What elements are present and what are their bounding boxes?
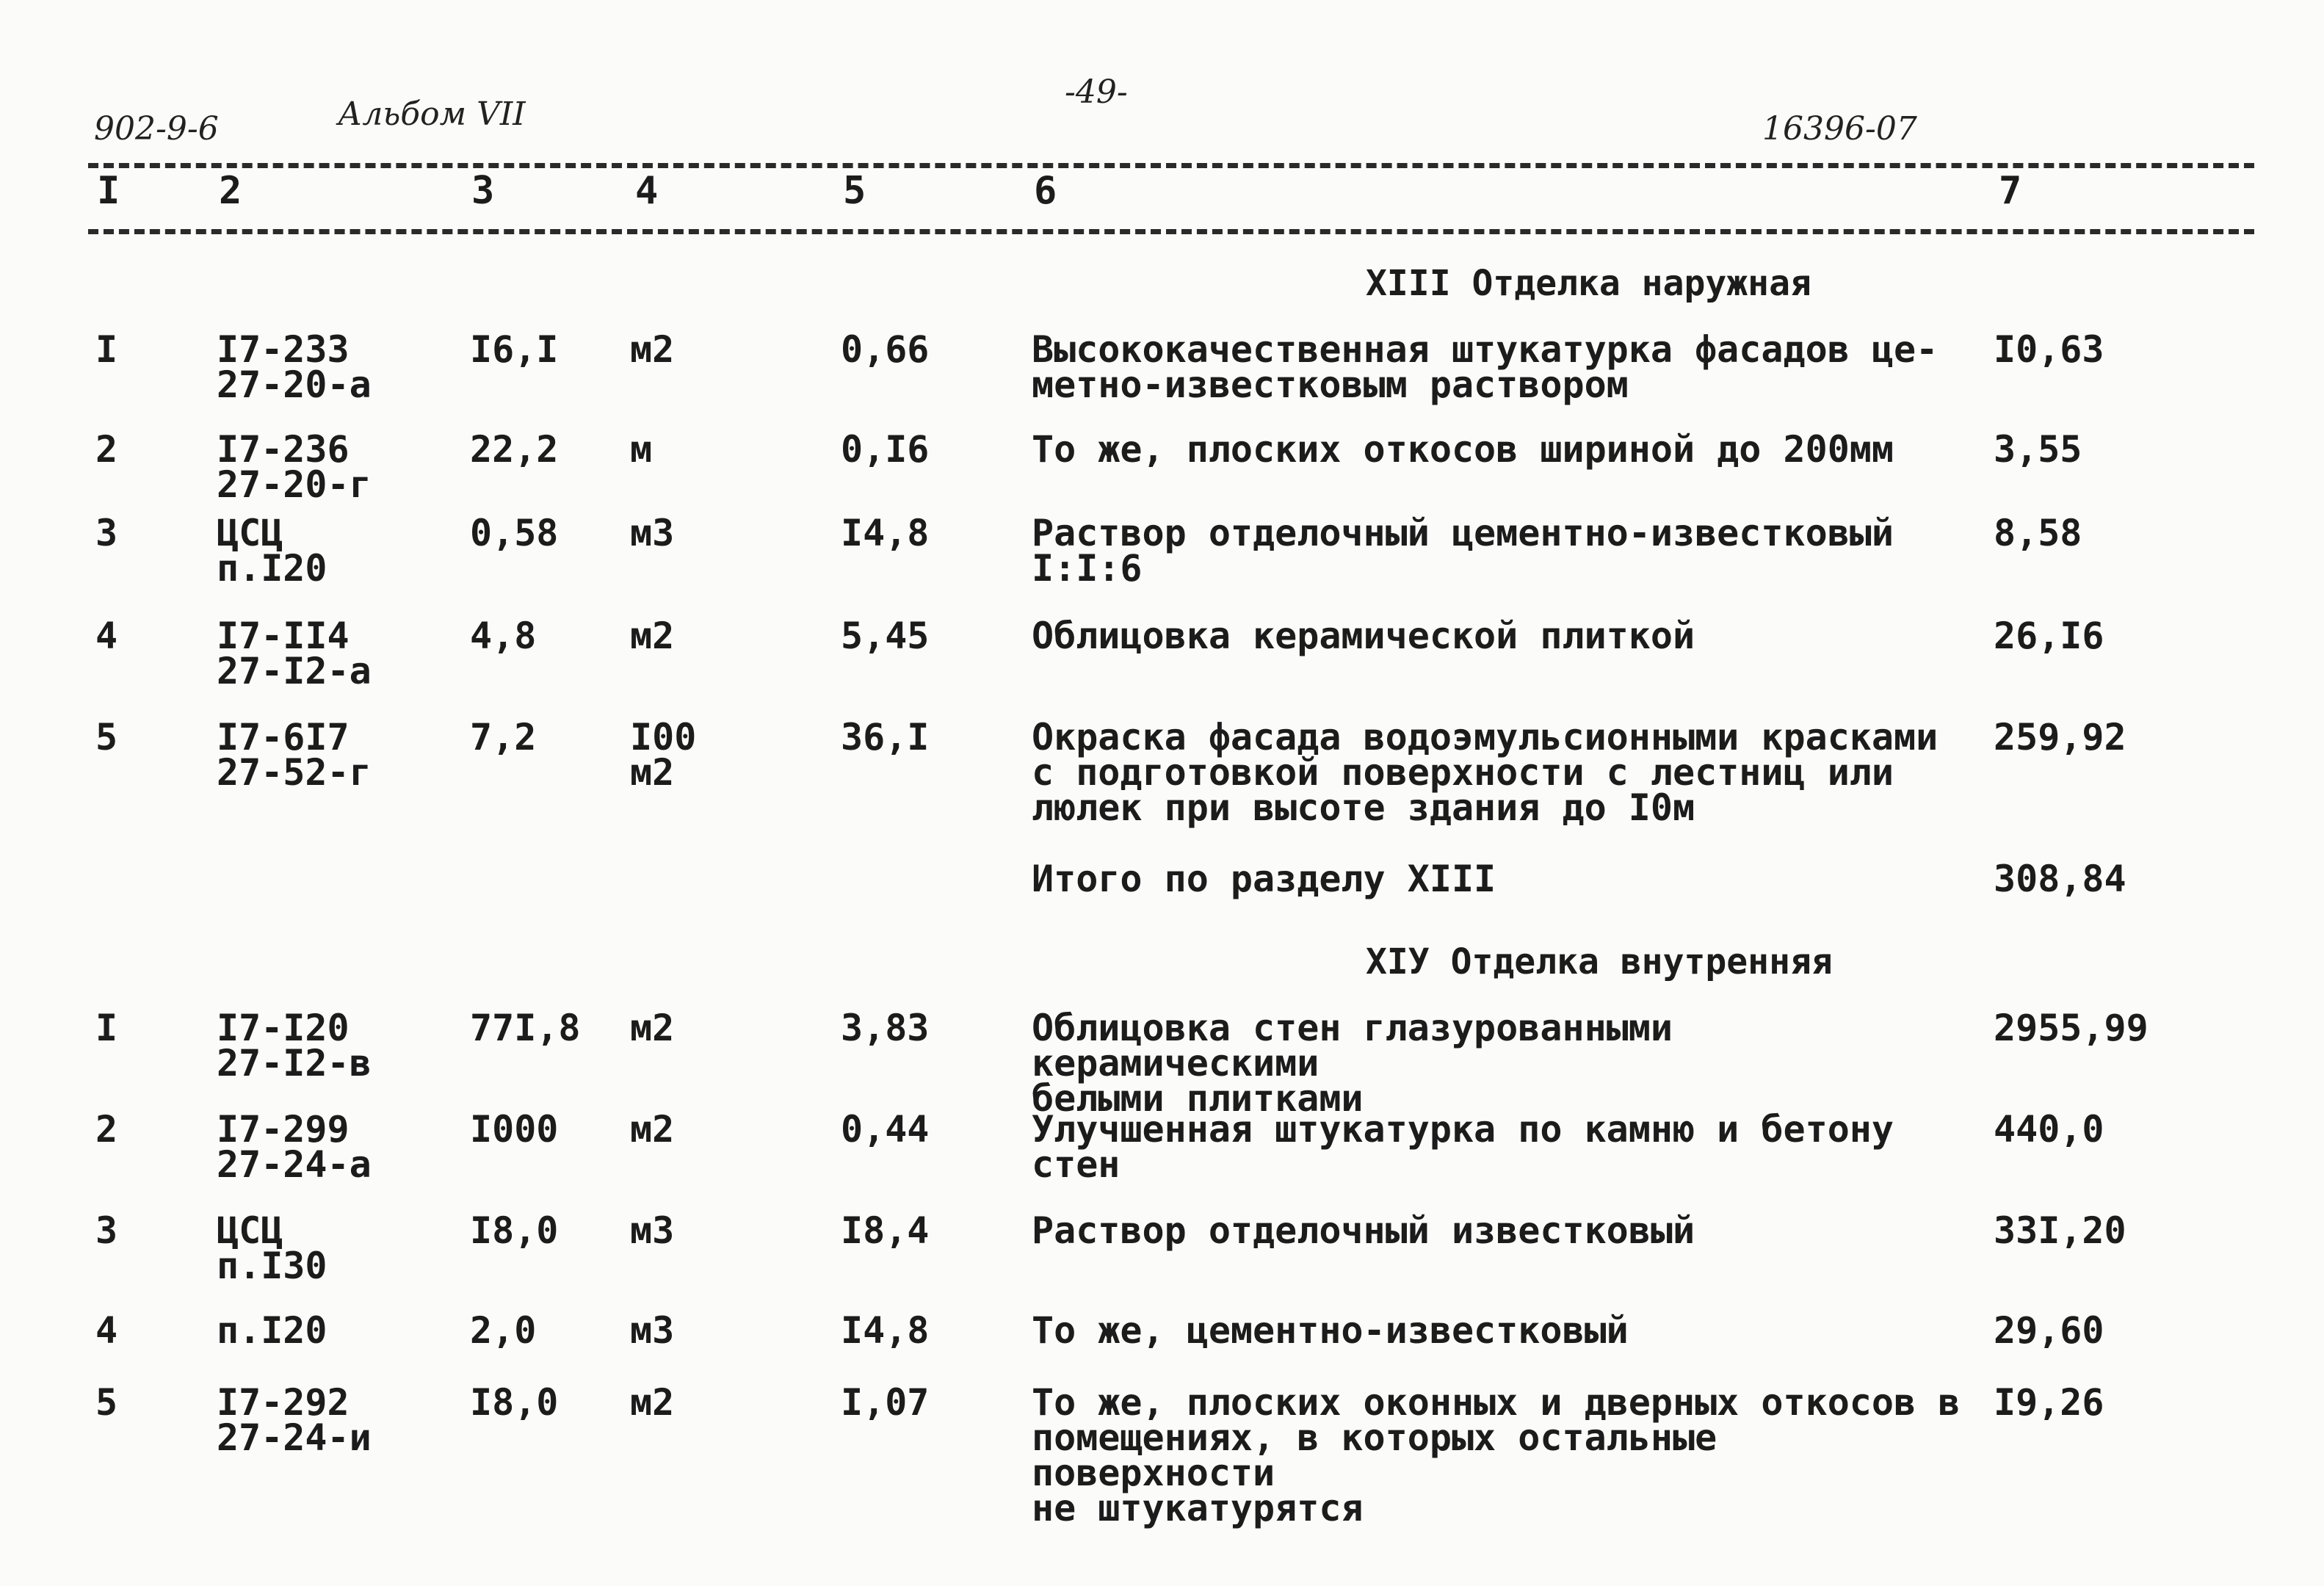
row-code: ЦСЦ п.I20 (217, 512, 327, 590)
row-description: Облицовка керамической плиткой (1032, 615, 1695, 657)
row-description: То же, плоских оконных и дверных откосов в помещениях, в которых остальные поверхности не штукатурятся (1032, 1381, 1961, 1529)
row-code: I7-I20 27-I2-в (217, 1007, 372, 1085)
row-description: То же, плоских откосов шириной до 200мм (1032, 428, 1894, 471)
section-title-xiii: XIII Отделка наружная (1366, 263, 1811, 304)
document-code: 902-9-6 (94, 110, 219, 148)
row-quantity: 2,0 (470, 1309, 537, 1352)
row-unit: м2 (630, 1108, 675, 1151)
row-number: 2 (95, 428, 118, 471)
row-unit: м2 (630, 615, 675, 657)
album-label: Альбом VII (338, 95, 526, 133)
row-number: 4 (95, 1309, 118, 1352)
row-number: 3 (95, 512, 118, 554)
row-unit: м2 (630, 1381, 675, 1424)
row-price: I4,8 (841, 1309, 930, 1352)
row-number: 2 (95, 1108, 118, 1151)
row-quantity: I000 (470, 1108, 559, 1151)
row-code: I7-299 27-24-а (217, 1108, 372, 1186)
header-rule (88, 229, 2254, 234)
row-description: Раствор отделочный известковый (1032, 1209, 1695, 1252)
row-unit: м3 (630, 512, 675, 554)
row-quantity: I8,0 (470, 1381, 559, 1424)
col-header-2: 2 (219, 169, 242, 213)
col-header-1: I (97, 169, 120, 213)
col-header-4: 4 (635, 169, 659, 213)
row-code: I7-6I7 27-52-г (217, 716, 372, 794)
row-number: 5 (95, 1381, 118, 1424)
page-number: -49- (1065, 73, 1128, 111)
row-unit: м2 (630, 328, 675, 371)
row-sum: I0,63 (1994, 328, 2104, 371)
row-code: I7-236 27-20-г (217, 428, 372, 506)
row-price: I8,4 (841, 1209, 930, 1252)
col-header-5: 5 (843, 169, 866, 213)
row-quantity: I8,0 (470, 1209, 559, 1252)
row-quantity: 4,8 (470, 615, 537, 657)
row-code: I7-II4 27-I2-а (217, 615, 372, 692)
row-price: 0,66 (841, 328, 930, 371)
row-unit: м (630, 428, 653, 471)
row-unit: I00 м2 (630, 716, 697, 794)
col-header-7: 7 (1999, 169, 2022, 213)
row-sum: 3,55 (1994, 428, 2082, 471)
row-number: I (95, 1007, 118, 1049)
row-unit: м3 (630, 1209, 675, 1252)
row-description: Высококачественная штукатурка фасадов це- метно-известковым раствором (1032, 328, 1939, 406)
row-price: 0,44 (841, 1108, 930, 1151)
row-price: 3,83 (841, 1007, 930, 1049)
row-number: 4 (95, 615, 118, 657)
row-number: 5 (95, 716, 118, 758)
section-title-xiv: XIУ Отделка внутренняя (1366, 941, 1833, 982)
section-total-value: 308,84 (1994, 858, 2126, 900)
row-code: I7-292 27-24-и (217, 1381, 372, 1459)
col-header-6: 6 (1034, 169, 1057, 213)
row-description: Окраска фасада водоэмульсионными красками с подготовкой поверхности с лестниц или люлек при высоте здания до I0м (1032, 716, 1939, 829)
row-code: ЦСЦ п.I30 (217, 1209, 327, 1287)
row-sum: 440,0 (1994, 1108, 2104, 1151)
top-rule (88, 163, 2254, 168)
row-sum: 8,58 (1994, 512, 2082, 554)
row-code: п.I20 (217, 1309, 327, 1352)
row-code: I7-233 27-20-а (217, 328, 372, 406)
row-price: 5,45 (841, 615, 930, 657)
row-sum: 26,I6 (1994, 615, 2104, 657)
row-sum: 259,92 (1994, 716, 2126, 758)
row-sum: 33I,20 (1994, 1209, 2126, 1252)
row-price: 36,I (841, 716, 930, 758)
row-description: То же, цементно-известковый (1032, 1309, 1629, 1352)
row-description: Улучшенная штукатурка по камню и бетону стен (1032, 1108, 1894, 1186)
row-sum: 29,60 (1994, 1309, 2104, 1352)
col-header-3: 3 (471, 169, 495, 213)
row-description: Облицовка стен глазурованными керамическими белыми плитками (1032, 1007, 1673, 1120)
row-sum: I9,26 (1994, 1381, 2104, 1424)
row-quantity: I6,I (470, 328, 559, 371)
row-sum: 2955,99 (1994, 1007, 2149, 1049)
row-unit: м2 (630, 1007, 675, 1049)
section-total-label: Итого по разделу XIII (1032, 858, 1496, 900)
row-quantity: 77I,8 (470, 1007, 581, 1049)
row-price: 0,I6 (841, 428, 930, 471)
row-quantity: 7,2 (470, 716, 537, 758)
doc-number: 16396-07 (1762, 110, 1917, 148)
row-price: I,07 (841, 1381, 930, 1424)
row-price: I4,8 (841, 512, 930, 554)
row-number: I (95, 328, 118, 371)
row-quantity: 22,2 (470, 428, 559, 471)
row-unit: м3 (630, 1309, 675, 1352)
row-quantity: 0,58 (470, 512, 559, 554)
row-description: Раствор отделочный цементно-известковый I:I:6 (1032, 512, 1894, 590)
row-number: 3 (95, 1209, 118, 1252)
